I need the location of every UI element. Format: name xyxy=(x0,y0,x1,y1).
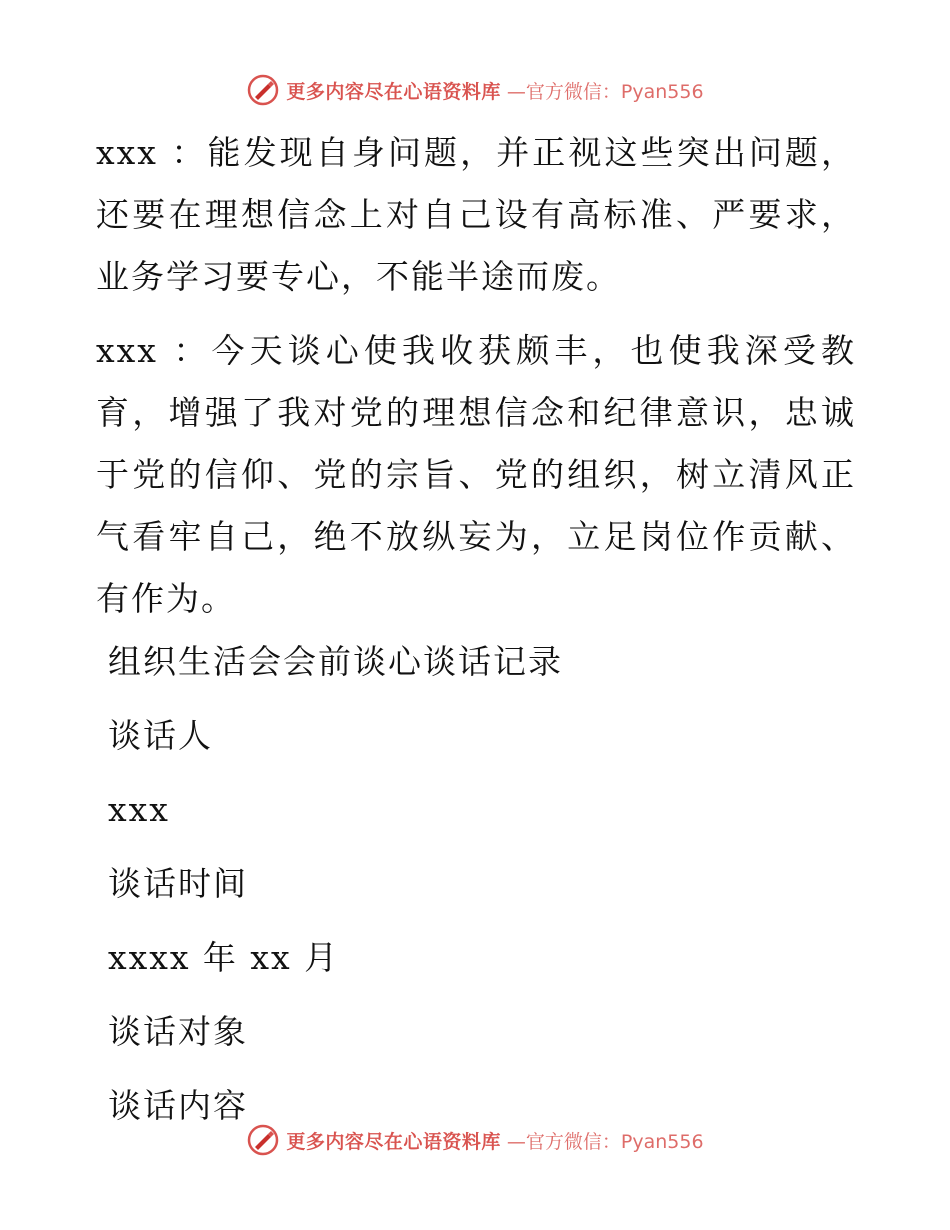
talker-label: 谈话人 xyxy=(108,716,213,755)
record-title: 组织生活会会前谈心谈话记录 xyxy=(108,642,563,681)
document-body xyxy=(96,122,856,1160)
talker-value: xxx xyxy=(108,790,170,829)
banner-wechat-text: —官方微信：Pyan556 xyxy=(506,80,704,103)
paragraph: xxx ：今天谈心使我收获颇丰，也使我深受教育，增强了我对党的理想信念和纪律意识，忠诚于党的信仰、党的宗旨、党的组织，树立清风正气看牢自己，绝不放纵妄为，立足岗位作贡献、有作为。 xyxy=(96,331,856,618)
target-label: 谈话对象 xyxy=(108,1012,248,1051)
time-value: xxxx 年 xx 月 xyxy=(108,938,340,977)
pen-logo-icon xyxy=(246,73,280,107)
header-banner xyxy=(0,70,950,110)
paragraph: xxx ：能发现自身问题，并正视这些突出问题，还要在理想信念上对自己设有高标准、严要求，业务学习要专心，不能半途而废。 xyxy=(96,133,856,296)
content-label: 谈话内容 xyxy=(108,1086,248,1125)
banner-wechat-text: —官方微信：Pyan556 xyxy=(506,1130,704,1153)
time-label: 谈话时间 xyxy=(108,864,248,903)
banner-main-text: 更多内容尽在心语资料库 xyxy=(286,80,501,103)
pen-logo-icon xyxy=(246,1123,280,1157)
banner-main-text: 更多内容尽在心语资料库 xyxy=(286,1130,501,1153)
footer-banner xyxy=(0,1120,950,1160)
